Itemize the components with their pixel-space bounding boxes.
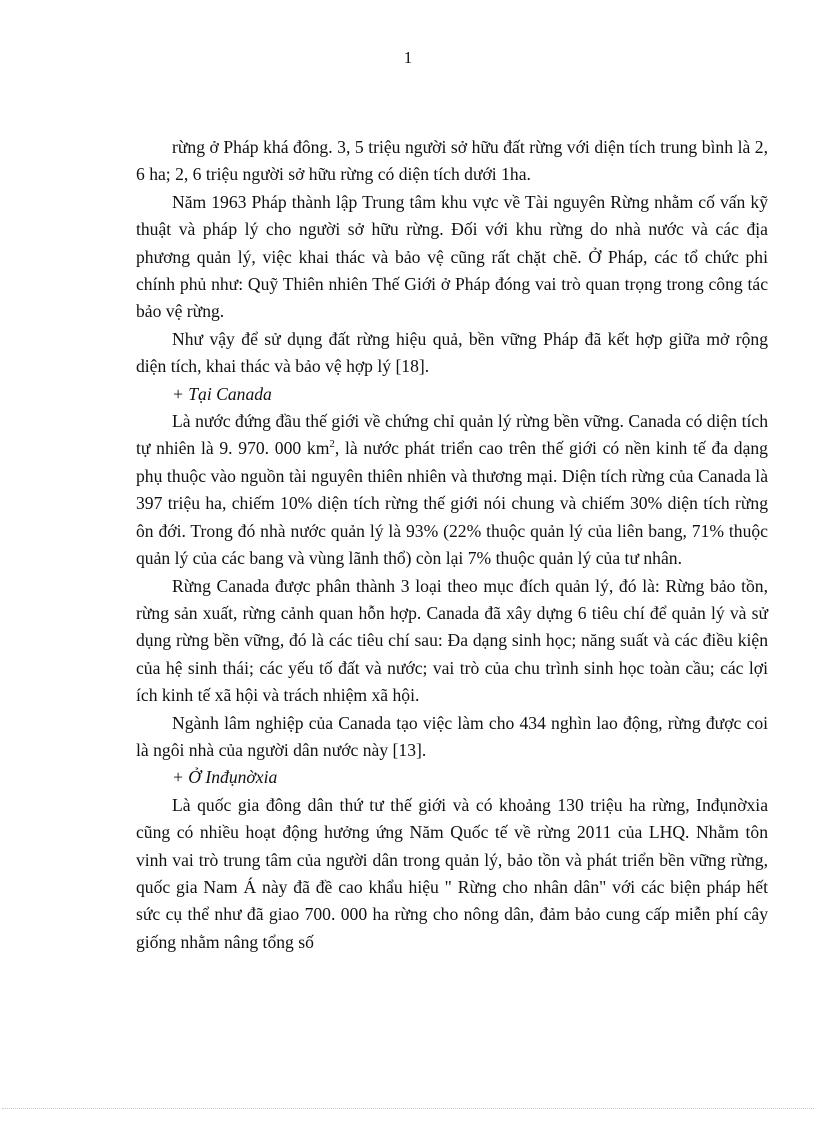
paragraph-canada-classification: Rừng Canada được phân thành 3 loại theo mục đích quản lý, đó là: Rừng bảo tồn, rừng sản xuất, rừng cảnh quan hỗn hợp. Canada đã xây dựng 6 tiêu chí để quản lý và sử dụng rừng bền vững, đó là các tiêu chí sau: Đa dạng sinh học; năng suất và các điều kiện của hệ sinh thái; các yếu tố đất và nước; vai trò của chu trình sinh học toàn cầu; các lợi ích kinh tế xã hội và trách nhiệm xã hội.: [136, 575, 768, 706]
paragraph-canada-area: [136, 408, 768, 572]
heading-canada: + Tại Canada: [172, 383, 272, 404]
canada-area-text: Là nước đứng đầu thế giới về chứng chỉ quản lý rừng bền vững. Canada có diện tích tự nhiên là 9. 970. 000 km: [136, 411, 768, 459]
document-body: [136, 134, 768, 956]
page-bottom-divider: [2, 1108, 814, 1109]
superscript-two: 2: [329, 438, 335, 451]
paragraph-canada-jobs: Ngành lâm nghiệp của Canada tạo việc làm cho 434 nghìn lao động, rừng được coi là ngôi nhà của người dân nước này [13].: [136, 712, 768, 760]
canada-area-text-rest: , là nước phát triển cao trên thế giới có nền kinh tế đa dạng phụ thuộc vào nguồn tài nguyên thiên nhiên và thương mại. Diện tích rừng của Canada là 397 triệu ha, chiếm 10% diện tích rừng thế giới nói chung và chiếm 30% diện tích rừng ôn đới. Trong đó nhà nước quản lý là 93% (22% thuộc quản lý của liên bang, 71% thuộc quản lý của các bang và vùng lãnh thổ) còn lại 7% thuộc quản lý của tư nhân.: [136, 438, 768, 569]
paragraph-france-center: Năm 1963 Pháp thành lập Trung tâm khu vực về Tài nguyên Rừng nhằm cố vấn kỹ thuật và pháp lý cho người sở hữu rừng. Đối với khu rừng do nhà nước và các địa phương quản lý, việc khai thác và bảo vệ cũng rất chặt chẽ. Ở Pháp, các tổ chức phi chính phủ như: Quỹ Thiên nhiên Thế Giới ở Pháp đóng vai trò quan trọng trong công tác bảo vệ rừng.: [136, 191, 768, 322]
paragraph-indonesia: Là quốc gia đông dân thứ tư thế giới và có khoảng 130 triệu ha rừng, Inđụnờxia cũng có nhiều hoạt động hưởng ứng Năm Quốc tế về rừng 2011 của LHQ. Nhằm tôn vinh vai trò trung tâm của người dân trong quản lý, bảo tồn và phát triển bền vững rừng, quốc gia Nam Á này đã đề cao khẩu hiệu " Rừng cho nhân dân" với các biện pháp hết sức cụ thể như đã giao 700. 000 ha rừng cho nông dân, đảm bảo cung cấp miễn phí cây giống nhằm nâng tổng số: [136, 794, 768, 952]
heading-indonesia: + Ở Inđụnờxia: [172, 767, 278, 788]
paragraph-france-summary: Như vậy để sử dụng đất rừng hiệu quả, bền vững Pháp đã kết hợp giữa mở rộng diện tích, khai thác và bảo vệ hợp lý [18].: [136, 328, 768, 377]
paragraph-france-owners: rừng ở Pháp khá đông. 3, 5 triệu người sở hữu đất rừng với diện tích trung bình là 2, 6 ha; 2, 6 triệu người sở hữu rừng có diện tích dưới 1ha.: [136, 137, 768, 185]
page-number: 1: [403, 48, 413, 67]
